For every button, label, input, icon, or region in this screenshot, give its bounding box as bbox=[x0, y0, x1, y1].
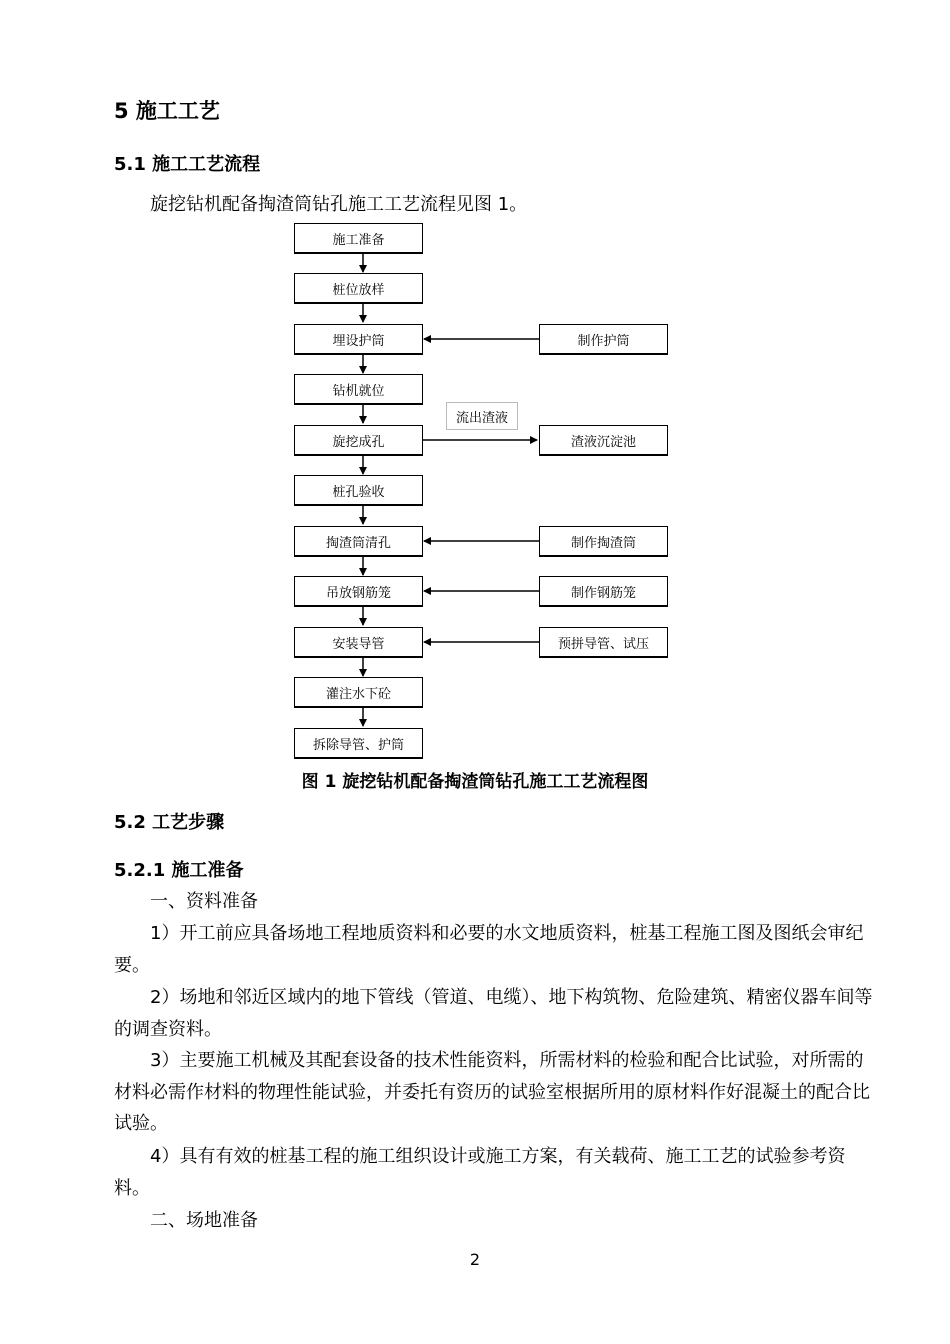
flow-step-3: 埋设护筒 bbox=[294, 324, 423, 355]
flow-step-2: 桩位放样 bbox=[294, 273, 423, 304]
flow-input-cage: 制作钢筋笼 bbox=[539, 576, 668, 607]
flow-step-1: 施工准备 bbox=[294, 223, 423, 254]
flow-output-label: 流出渣液 bbox=[446, 402, 518, 430]
page-number: 2 bbox=[469, 1250, 481, 1269]
flow-input-casing: 制作护筒 bbox=[539, 324, 668, 355]
flow-step-10: 灌注水下砼 bbox=[294, 677, 423, 708]
flow-step-8: 吊放钢筋笼 bbox=[294, 576, 423, 607]
flow-step-9: 安装导管 bbox=[294, 627, 423, 658]
paragraph-2: 2）场地和邻近区域内的地下管线（管道、电缆）、地下构筑物、危险建筑、精密仪器车间等的调查资料。 bbox=[114, 987, 873, 1040]
figure-caption: 图 1 旋挖钻机配备掏渣筒钻孔施工工艺流程图 bbox=[301, 772, 649, 792]
list-heading-2: 二、场地准备 bbox=[150, 1210, 258, 1231]
flow-step-6: 桩孔验收 bbox=[294, 475, 423, 506]
flow-step-5: 旋挖成孔 bbox=[294, 425, 423, 456]
section-title: 5 施工工艺 bbox=[114, 99, 220, 123]
paragraph-1: 1）开工前应具备场地工程地质资料和必要的水文地质资料，桩基工程施工图及图纸会审纪要。 bbox=[114, 923, 864, 976]
paragraph-4: 4）具有有效的桩基工程的施工组织设计或施工方案，有关载荷、施工工艺的试验参考资料。 bbox=[114, 1146, 846, 1199]
flow-step-11: 拆除导管、护筒 bbox=[294, 728, 423, 759]
flow-input-tremie: 预拼导管、试压 bbox=[539, 627, 668, 658]
subsection-title-5-2-1: 5.2.1 施工准备 bbox=[114, 860, 244, 881]
flow-input-bailer: 制作掏渣筒 bbox=[539, 526, 668, 557]
intro-paragraph: 旋挖钻机配备掏渣筒钻孔施工工艺流程见图 1。 bbox=[150, 194, 528, 215]
flow-output-pond: 渣液沉淀池 bbox=[539, 425, 668, 456]
subsection-title-5-1: 5.1 施工工艺流程 bbox=[114, 154, 261, 175]
flow-step-4: 钻机就位 bbox=[294, 374, 423, 405]
flow-step-7: 掏渣筒清孔 bbox=[294, 526, 423, 557]
paragraph-3: 3）主要施工机械及其配套设备的技术性能资料，所需材料的检验和配合比试验，对所需的材料必需作材料的物理性能试验，并委托有资历的试验室根据所用的原材料作好混凝土的配合比试验。 bbox=[114, 1050, 870, 1134]
list-heading-1: 一、资料准备 bbox=[150, 891, 258, 912]
subsection-title-5-2: 5.2 工艺步骤 bbox=[114, 812, 225, 833]
